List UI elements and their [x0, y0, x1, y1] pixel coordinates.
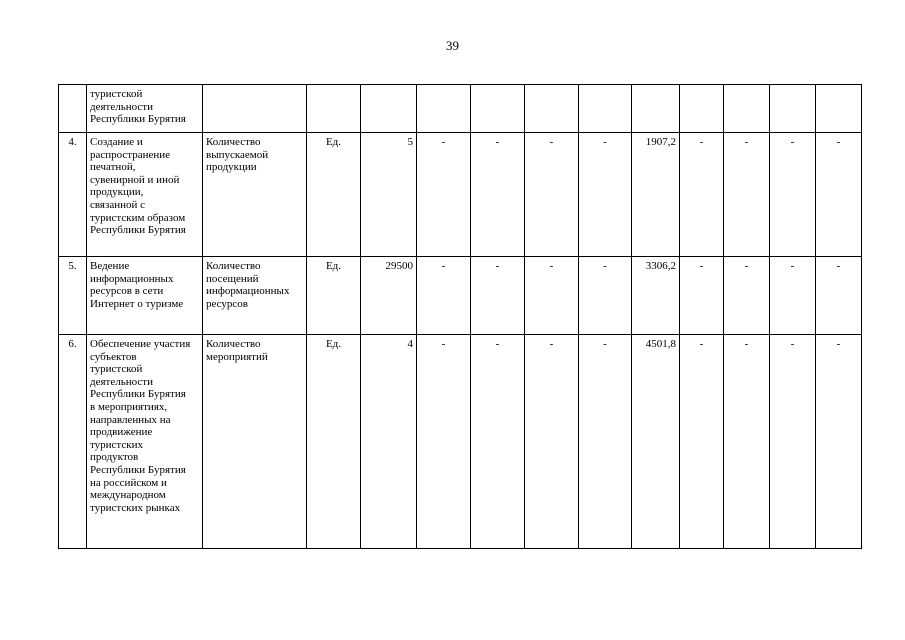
unit-cell: Ед.	[307, 133, 361, 257]
dash-cell: -	[579, 335, 632, 549]
empty-value-cell	[525, 85, 579, 133]
unit-cell: Ед.	[307, 257, 361, 335]
dash-cell: -	[724, 335, 770, 549]
measure-name: Обеспечение участия субъектов туристской деятельности Республики Бурятия в мероприятиях, направленных на продвижение туристских продуктов Республики Бурятия на российском и международном туристских рынках	[87, 335, 203, 549]
value-cell	[361, 85, 417, 133]
dash-cell: -	[471, 133, 525, 257]
dash-cell: -	[579, 133, 632, 257]
empty-value-cell	[579, 85, 632, 133]
table-row	[59, 85, 862, 133]
dash-cell: -	[770, 133, 816, 257]
empty-value-cell	[471, 85, 525, 133]
dash-cell: -	[417, 257, 471, 335]
row-number: 5.	[59, 257, 87, 335]
value-cell: 4	[361, 335, 417, 549]
dash-cell: -	[724, 133, 770, 257]
dash-cell: -	[724, 257, 770, 335]
row-number	[59, 85, 87, 133]
indicator-name: Количество посещений информационных ресурсов	[203, 257, 307, 335]
dash-cell: -	[816, 133, 862, 257]
dash-cell: -	[680, 335, 724, 549]
empty-value-cell	[417, 85, 471, 133]
indicator-name	[203, 85, 307, 133]
dash-cell: -	[579, 257, 632, 335]
page-number: 39	[446, 38, 459, 53]
table-body	[59, 85, 862, 549]
indicator-name: Количество выпускаемой продукции	[203, 133, 307, 257]
amount-cell: 3306,2	[632, 257, 680, 335]
dash-cell: -	[525, 335, 579, 549]
measure-name: Создание и распространение печатной, сувенирной и иной продукции, связанной с туристским образом Республики Бурятия	[87, 133, 203, 257]
dash-cell: -	[525, 257, 579, 335]
dash-cell: -	[680, 257, 724, 335]
dash-cell: -	[770, 257, 816, 335]
empty-value-cell	[724, 85, 770, 133]
value-cell: 5	[361, 133, 417, 257]
dash-cell: -	[417, 133, 471, 257]
empty-value-cell	[680, 85, 724, 133]
value-cell: 29500	[361, 257, 417, 335]
dash-cell: -	[417, 335, 471, 549]
indicator-name: Количество мероприятий	[203, 335, 307, 549]
unit-cell: Ед.	[307, 335, 361, 549]
table-row	[59, 335, 862, 549]
empty-value-cell	[770, 85, 816, 133]
data-table	[58, 84, 862, 549]
dash-cell: -	[680, 133, 724, 257]
dash-cell: -	[471, 335, 525, 549]
unit-cell	[307, 85, 361, 133]
dash-cell: -	[525, 133, 579, 257]
row-number: 4.	[59, 133, 87, 257]
row-number: 6.	[59, 335, 87, 549]
dash-cell: -	[816, 257, 862, 335]
dash-cell: -	[770, 335, 816, 549]
table-row	[59, 257, 862, 335]
measure-name: туристской деятельности Республики Бурятия	[87, 85, 203, 133]
measure-name: Ведение информационных ресурсов в сети Интернет о туризме	[87, 257, 203, 335]
table-row	[59, 133, 862, 257]
dash-cell: -	[471, 257, 525, 335]
amount-cell	[632, 85, 680, 133]
amount-cell: 1907,2	[632, 133, 680, 257]
dash-cell: -	[816, 335, 862, 549]
empty-value-cell	[816, 85, 862, 133]
amount-cell: 4501,8	[632, 335, 680, 549]
